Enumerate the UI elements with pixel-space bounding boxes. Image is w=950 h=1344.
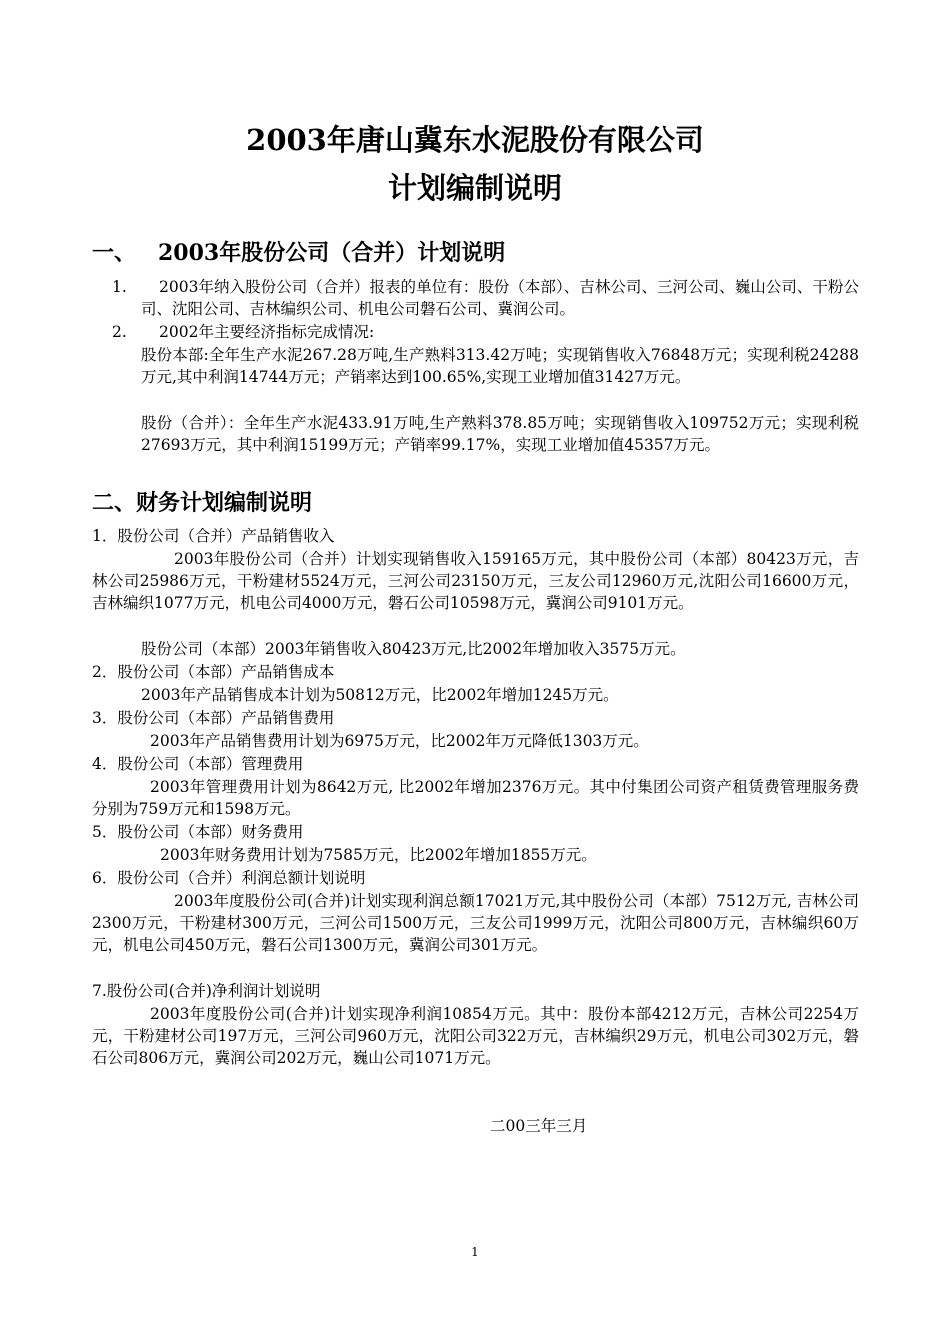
section1-heading <box>92 236 505 267</box>
s1-paragraph2: 股份公司（本部）2003年销售收入80423万元,比2002年增加收入3575万元。 <box>141 640 686 658</box>
s3-title: 3．股份公司（本部）产品销售费用 <box>92 709 335 727</box>
section1-item1-text: 2003年纳入股份公司（合并）报表的单位有：股份（本部）、吉林公司、三河公司、巍山公司、干粉公司、沈阳公司、吉林编织公司、机电公司磐石公司、冀润公司。 <box>141 278 859 318</box>
section1-item2-marker: 2. <box>112 323 127 341</box>
s6-title: 6．股份公司（合并）利润总额计划说明 <box>92 869 366 887</box>
s4-title: 4．股份公司（本部）管理费用 <box>92 755 304 773</box>
s5-title: 5．股份公司（本部）财务费用 <box>92 823 304 841</box>
document-date: 二00三年三月 <box>490 1117 588 1135</box>
page-number: 1 <box>471 1245 479 1259</box>
s1-paragraph: 2003年股份公司（合并）计划实现销售收入159165万元，其中股份公司（本部）80423万元，吉林公司25986万元，干粉建材5524万元，三河公司23150万元，三友公司12960万元,沈阳公司16600万元，吉林编织1077万元，机电公司4000万元，磐石公司10598万元，冀润公司9101万元。 <box>92 550 859 612</box>
s6-paragraph: 2003年度股份公司(合并)计划实现利润总额17021万元,其中股份公司（本部）7512万元, 吉林公司2300万元，干粉建材300万元，三河公司1500万元，三友公司1999万元，沈阳公司800万元，吉林编织60万元，机电公司450万元，磐石公司1300万元，冀润公司301万元。 <box>92 892 859 954</box>
section1-item1-marker: 1. <box>112 278 127 296</box>
section1-hebing-paragraph: 股份（合并）：全年生产水泥433.91万吨,生产熟料378.85万吨；实现销售收入109752万元；实现利税27693万元，其中利润15199万元；产销率99.17%，实现工业增加值45357万元。 <box>141 414 859 454</box>
section1-item2-text: 2002年主要经济指标完成情况: <box>159 323 375 341</box>
section2-heading: 二、财务计划编制说明 <box>92 490 313 516</box>
section1-heading-text: 2003年股份公司（合并）计划说明 <box>158 240 506 266</box>
s2-title: 2．股份公司（本部）产品销售成本 <box>92 663 335 681</box>
document-title-line2: 计划编制说明 <box>387 171 562 205</box>
s2-paragraph: 2003年产品销售成本计划为50812万元，比2002年增加1245万元。 <box>141 686 619 704</box>
s7-title: 7.股份公司(合并)净利润计划说明 <box>92 982 321 1000</box>
s4-paragraph: 2003年管理费用计划为8642万元, 比2002年增加2376万元。其中付集团公司资产租赁费管理服务费分别为759万元和1598万元。 <box>92 778 859 818</box>
s1-title: 1．股份公司（合并）产品销售收入 <box>92 527 335 545</box>
s5-paragraph: 2003年财务费用计划为7585万元，比2002年增加1855万元。 <box>160 846 597 864</box>
section1-number: 一、 <box>92 240 137 266</box>
s7-paragraph: 2003年度股份公司(合并)计划实现净利润10854万元。其中：股份本部4212万元，吉林公司2254万元，干粉建材公司197万元，三河公司960万元，沈阳公司322万元，吉林编织29万元，机电公司302万元，磐石公司806万元，冀润公司202万元，巍山公司1071万元。 <box>92 1005 859 1067</box>
s3-paragraph: 2003年产品销售费用计划为6975万元，比2002年万元降低1303万元。 <box>150 732 649 750</box>
section1-benbu-paragraph: 股份本部:全年生产水泥267.28万吨,生产熟料313.42万吨；实现销售收入76848万元；实现利税24288万元,其中利润14744万元；产销率达到100.65%,实现工业增加值31427万元。 <box>141 346 859 386</box>
document-title-line1: 2003年唐山冀东水泥股份有限公司 <box>246 123 704 157</box>
